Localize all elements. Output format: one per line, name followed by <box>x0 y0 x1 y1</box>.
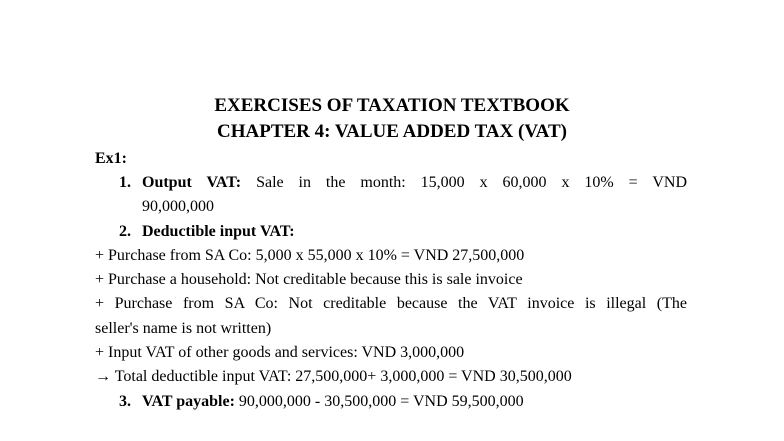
title-line-1: EXERCISES OF TAXATION TEXTBOOK <box>214 95 570 116</box>
input-line-purchase-household: + Purchase a household: Not creditable because this is sale invoice <box>95 271 523 288</box>
item-text: 90,000,000 - 30,500,000 = VND 59,500,000 <box>238 393 524 410</box>
item-body <box>142 392 524 412</box>
item-heading: VAT payable: <box>142 393 235 410</box>
item-body <box>142 173 687 193</box>
exercise-label: Ex1: <box>95 150 127 167</box>
total-deductible-line: → Total deductible input VAT: 27,500,000+ 3,000,000 = VND 30,500,000 <box>95 368 572 385</box>
item-number: 2. <box>119 223 131 240</box>
item-number: 3. <box>119 393 131 410</box>
title-line-2: CHAPTER 4: VALUE ADDED TAX (VAT) <box>217 121 567 142</box>
input-line-other-goods: + Input VAT of other goods and services: VND 3,000,000 <box>95 344 465 361</box>
item-text-line-1: Sale in the month: 15,000 x 60,000 x 10% = VND <box>256 174 687 191</box>
item-heading: Deductible input VAT: <box>142 223 295 240</box>
item-number: 1. <box>119 174 131 191</box>
input-line-purchase-illegal: + Purchase from SA Co: Not creditable because the VAT invoice is illegal (The <box>95 295 687 312</box>
item-text-line-2: 90,000,000 <box>142 198 214 215</box>
input-line-purchase-illegal-cont: seller's name is not written) <box>95 320 272 337</box>
item-heading: Output VAT: <box>142 174 242 191</box>
input-line-purchase-sa-co: + Purchase from SA Co: 5,000 x 55,000 x 10% = VND 27,500,000 <box>95 247 525 264</box>
